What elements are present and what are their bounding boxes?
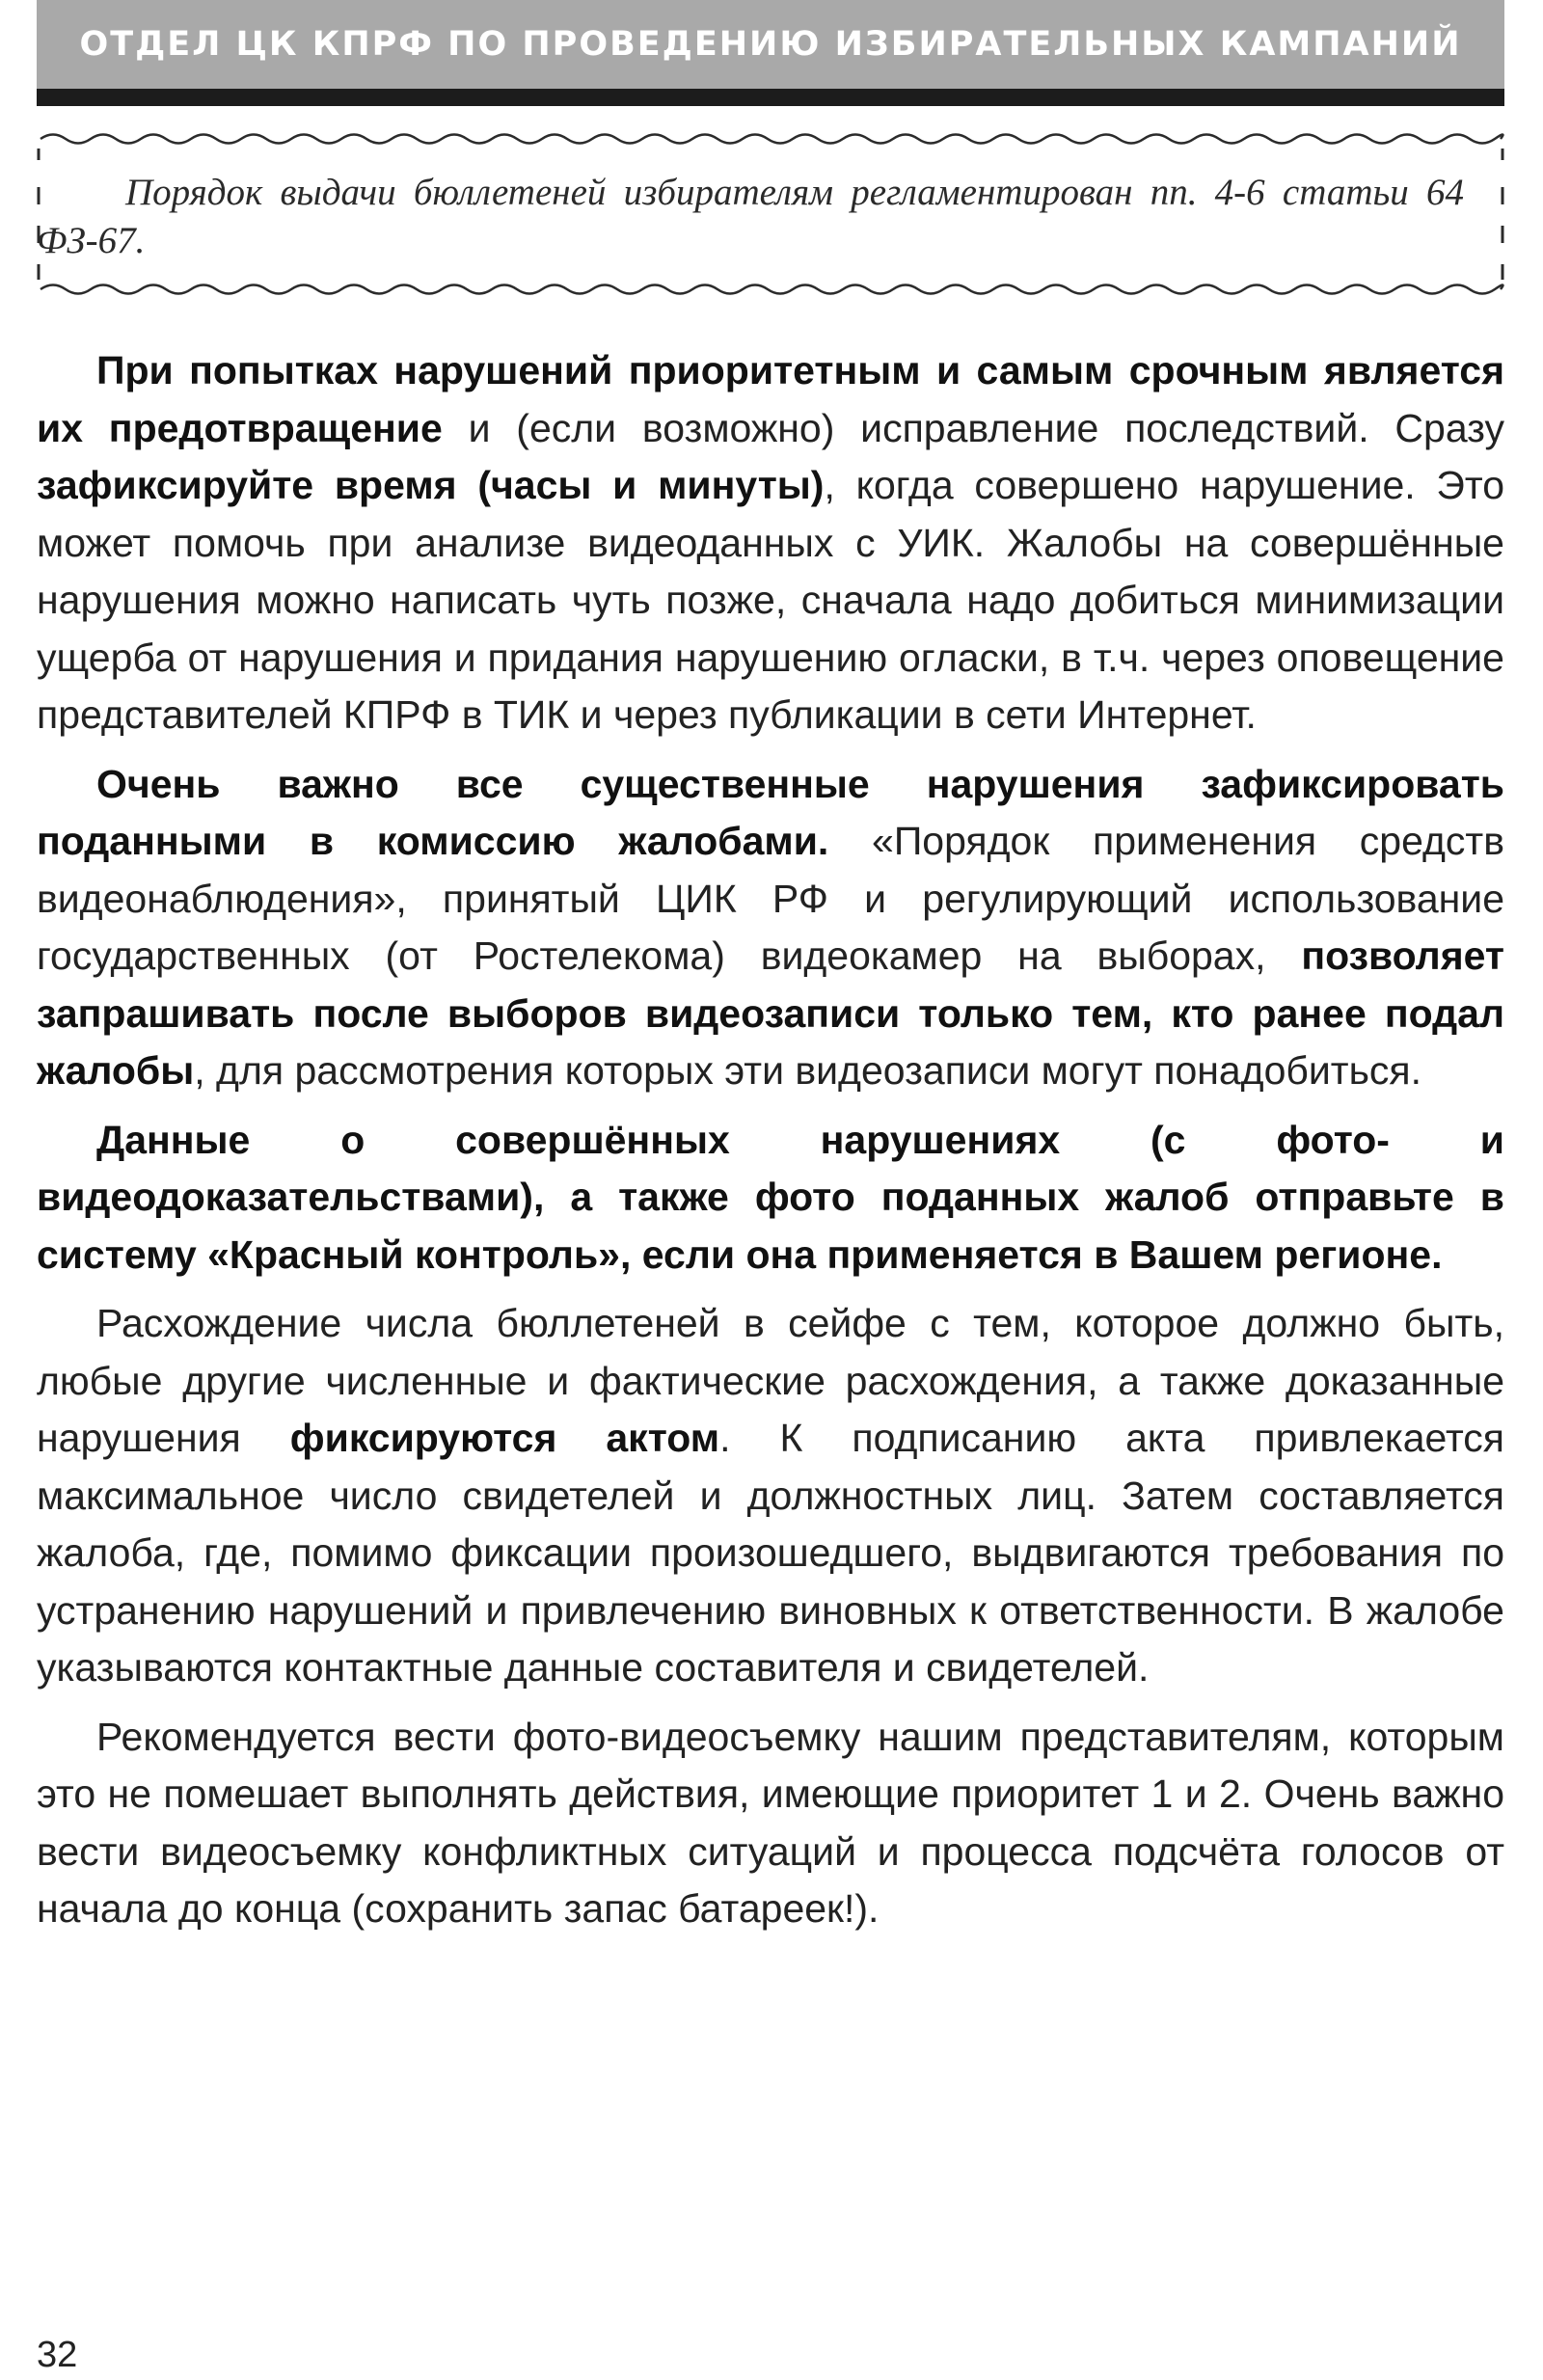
paragraph-video-recording: [37, 1709, 1504, 1938]
body-text: и (если возможно) исправление последствий. Сразу: [442, 405, 1505, 450]
body-text: Рекомендуется вести фото-видеосъемку нашим представителям, которым это не помешает выполнять действия, имеющие приоритет 1 и 2. Очень важно вести видеосъемку конфликтных ситуаций и процесса подсчёта голосов от начала до конца (сохранить запас батареек!).: [37, 1714, 1504, 1931]
body-text: , когда совершено нарушение. Это может помочь при анализе видеоданных с УИК. Жалобы на совершённые нарушения можно написать чуть позже, сначала надо добиться минимизации ущерба от нарушения и придания нарушению огласки, в т.ч. через оповещение представителей КПРФ в ТИК и через публикации в сети Интернет.: [37, 463, 1504, 737]
paragraph-red-control: [37, 1112, 1504, 1285]
emphasis-text: позволяет запрашивать после выборов видеозаписи только тем, кто ранее подал жалобы: [37, 933, 1504, 1093]
emphasis-text: Очень важно все существенные нарушения зафиксировать поданными в комиссию жалобами.: [37, 761, 1504, 863]
header-title: ОТДЕЛ ЦК КПРФ ПО ПРОВЕДЕНИЮ ИЗБИРАТЕЛЬНЫХ КАМПАНИЙ: [79, 25, 1462, 64]
body-text: . К подписанию акта привлекается максимальное число свидетелей и должностных лиц. Затем составляется жалоба, где, помимо фиксации произошедшего, выдвигаются требования по устранению нарушений и привлечению виновных к ответственности. В жалобе указываются контактные данные составителя и свидетелей.: [37, 1416, 1504, 1690]
body-text: , для рассмотрения которых эти видеозаписи могут понадобиться.: [194, 1048, 1422, 1093]
emphasis-text: Данные о совершённых нарушениях (с фото- и видеодоказательствами), а также фото поданных жалоб отправьте в систему «Красный контроль», если она применяется в Вашем регионе.: [37, 1117, 1504, 1277]
header-divider: [37, 89, 1504, 106]
body-text: «Порядок применения средств видеонаблюдения», принятый ЦИК РФ и регулирующий использование государственных (от Ростелекома) видеокамер на выборах,: [37, 819, 1504, 978]
page-number: 32: [37, 2335, 78, 2375]
page-header: [37, 0, 1504, 89]
paragraph-act: [37, 1295, 1504, 1697]
emphasis-text: зафиксируйте время (часы и минуты): [37, 463, 825, 507]
legal-reference-note: Порядок выдачи бюллетеней избирателям регламентирован пп. 4-6 статьи 64 ФЗ-67.: [37, 172, 1464, 261]
body-text: Расхождение числа бюллетеней в сейфе с тем, которое должно быть, любые другие численные и фактические расхождения, а также доказанные нарушения: [37, 1301, 1504, 1460]
main-content: [37, 342, 1504, 1938]
emphasis-text: При попытках нарушений приоритетным и самым срочным является их предотвращение: [37, 348, 1504, 450]
paragraph-complaints: [37, 756, 1504, 1100]
emphasis-text: фиксируются актом: [289, 1416, 720, 1460]
paragraph-prevention: [37, 342, 1504, 744]
